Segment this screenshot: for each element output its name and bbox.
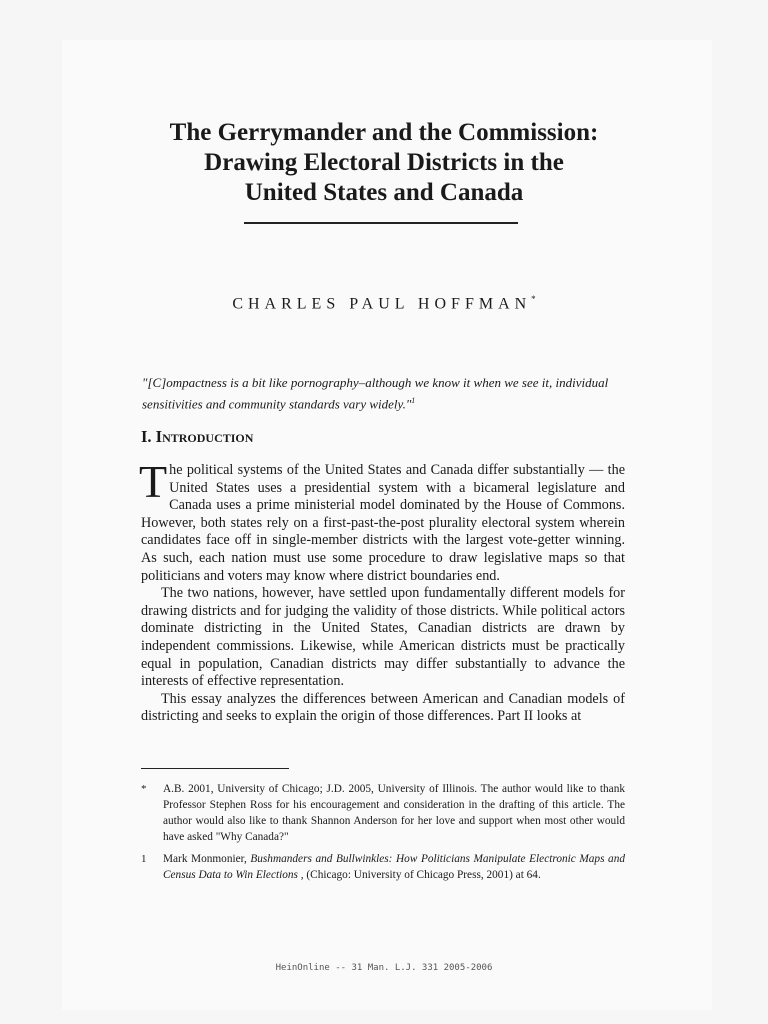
running-footer: HeinOnline -- 31 Man. L.J. 331 2005-2006 (275, 963, 493, 973)
footnote-text-pre: Mark Monmonier, (163, 853, 251, 865)
paragraph-1 (139, 456, 625, 585)
footnote-1 (141, 851, 625, 883)
author-footnote-mark: * (531, 294, 536, 304)
footnote-book-title: Bushmanders and Bullwinkles: How Politicians Manipulate Electronic Maps and Census Data to Win Elections (163, 853, 625, 881)
paragraph-1-text: he political systems of the United States and Canada differ substantially — the United States uses a presidential system with a bicameral legislature and Canada uses a prime ministerial model dominated by the House of Commons. However, both states rely on a first-past-the-post plurality electoral system wherein candidates face off in single-member districts with the largest vote-getter winning. As such, each nation must use some procedure to draw legislative maps so that politicians and voters may know where district boundaries end. (141, 462, 625, 584)
author-byline (0, 294, 768, 313)
footnote-text: A.B. 2001, University of Chicago; J.D. 2005, University of Illinois. The author would like to thank Professor Stephen Ross for his encouragement and consideration in the drafting of this article. The author would also like to thank Shannon Anderson for her love and support when most other would have asked "Why Canada?" (163, 783, 625, 843)
title-divider (244, 222, 518, 224)
author-name: CHARLES PAUL HOFFMAN (232, 295, 532, 313)
title-line-3: United States and Canada (244, 179, 524, 206)
epigraph-footnote-mark: 1 (411, 396, 416, 405)
title-line-1: The Gerrymander and the Commission: (169, 119, 599, 146)
body-text (139, 456, 625, 726)
footnote-mark: * (141, 783, 147, 795)
footnotes (141, 781, 625, 889)
footnote-mark: 1 (141, 853, 147, 865)
drop-cap: T (139, 456, 168, 507)
footnote-divider (141, 768, 289, 769)
footnote-author (141, 781, 625, 845)
footnote-text-post: , (Chicago: University of Chicago Press, 2001) at 64. (297, 869, 541, 881)
epigraph-text: "[C]ompactness is a bit like pornography–although we know it when we see it, individual sensitivities and community standards vary widely." (142, 375, 609, 412)
epigraph (142, 374, 626, 413)
section-heading: I. Introduction (141, 427, 254, 446)
paragraph-3: This essay analyzes the differences between American and Canadian models of districting and seeks to explain the origin of those differences. Part II looks at (141, 690, 625, 725)
title-line-2: Drawing Electoral Districts in the (204, 149, 564, 176)
article-title (0, 118, 768, 208)
paragraph-2: The two nations, however, have settled upon fundamentally different models for drawing districts and for judging the validity of those districts. While political actors dominate districting in the United States, Canadian districts are drawn by independent commissions. Likewise, while American districts must be practically equal in population, Canadian districts may differ substantially to advance the interests of effective representation. (141, 585, 625, 690)
